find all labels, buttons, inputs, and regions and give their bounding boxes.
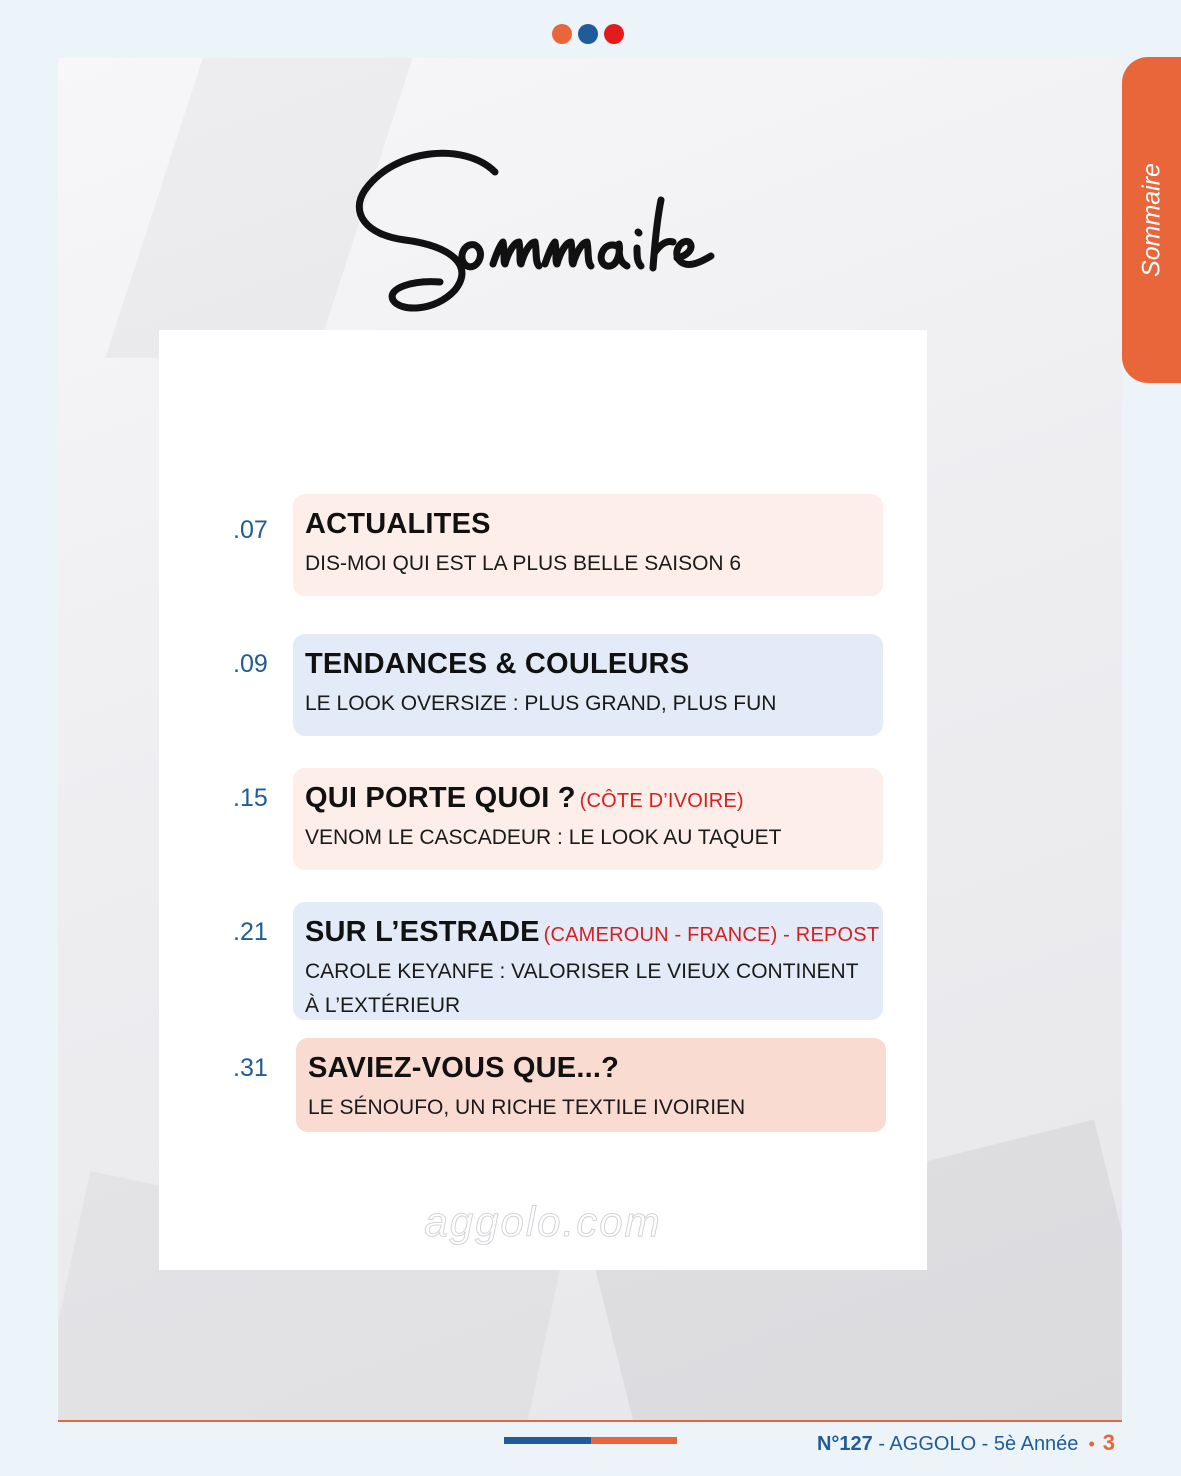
entry-box — [293, 902, 883, 1020]
section-tab-label: Sommaire — [1137, 163, 1165, 277]
page-number-footer: 3 — [1102, 1430, 1115, 1455]
watermark: aggolo.com — [424, 1198, 662, 1245]
section-tab[interactable] — [1122, 57, 1181, 383]
contents-card — [159, 330, 927, 1270]
footer-bullet: • — [1088, 1434, 1095, 1454]
page-number: .09 — [233, 650, 268, 678]
entry-title-text: ACTUALITES — [305, 508, 491, 540]
entry-title — [305, 648, 871, 681]
entry-title — [308, 1052, 874, 1085]
entry-title-text: SAVIEZ-VOUS QUE...? — [308, 1052, 620, 1084]
entry-title — [305, 508, 871, 541]
entry-title-text: QUI PORTE QUOI ? — [305, 782, 576, 814]
page-number: .15 — [233, 784, 268, 812]
entry-region-tag: (CÔTE D’IVOIRE) — [579, 790, 744, 812]
header-dots — [552, 24, 624, 44]
entry-subtitle: VENOM LE CASCADEUR : LE LOOK AU TAQUET — [305, 826, 782, 849]
entry-subtitle: CAROLE KEYANFE : VALORISER LE VIEUX CONTINENT À L’EXTÉRIEUR — [305, 960, 859, 1017]
entry-title — [305, 916, 880, 949]
entry-title-text: TENDANCES & COULEURS — [305, 648, 690, 680]
page-number: .31 — [233, 1054, 268, 1082]
entry-subtitle: LE LOOK OVERSIZE : PLUS GRAND, PLUS FUN — [305, 692, 777, 715]
entry-box — [293, 494, 883, 596]
footer-blue-bar — [504, 1437, 591, 1444]
footer-orange-bar — [591, 1437, 677, 1444]
footer-issue-info — [817, 1430, 1115, 1456]
page-number: .07 — [233, 516, 268, 544]
orange-dot — [552, 24, 572, 44]
page-number: .21 — [233, 918, 268, 946]
entry-subtitle: LE SÉNOUFO, UN RICHE TEXTILE IVOIRIEN — [308, 1096, 746, 1119]
entry-box — [296, 1038, 886, 1132]
entry-title — [305, 782, 871, 815]
entry-box — [293, 768, 883, 870]
entry-region-tag: (CAMEROUN - FRANCE) - REPOST — [543, 924, 880, 946]
red-dot — [604, 24, 624, 44]
entry-box — [293, 634, 883, 736]
entry-subtitle: DIS-MOI QUI EST LA PLUS BELLE SAISON 6 — [305, 552, 742, 575]
entry-title-text: SUR L’ESTRADE — [305, 916, 540, 948]
sommaire-script-title — [355, 140, 735, 320]
footer-divider — [58, 1420, 1122, 1422]
blue-dot — [578, 24, 598, 44]
magazine-info: - AGGOLO - 5è Année — [872, 1433, 1079, 1455]
issue-number: N°127 — [816, 1433, 873, 1455]
